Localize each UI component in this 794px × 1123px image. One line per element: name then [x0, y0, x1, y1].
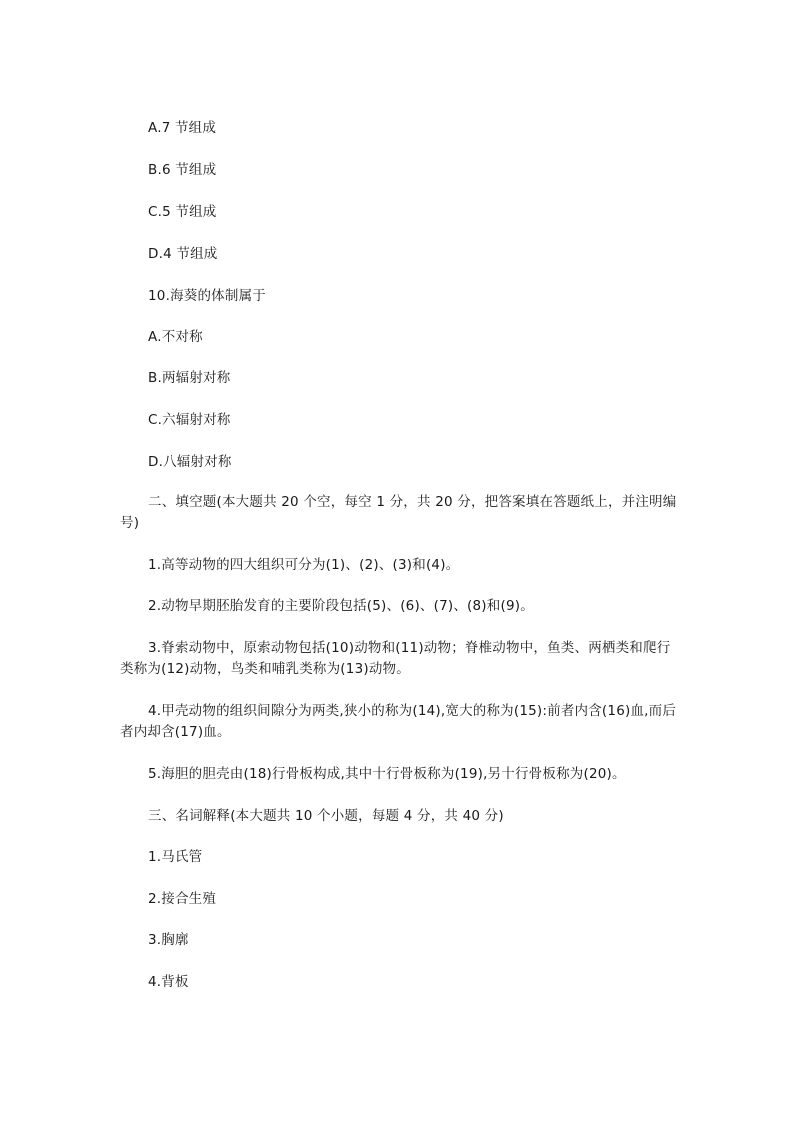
q10-option-b: B.两辐射对称: [148, 370, 231, 386]
q10-stem: 10.海葵的体制属于: [148, 288, 266, 304]
q10-option-a: A.不对称: [148, 329, 203, 345]
section3-item-1: 1.马氏管: [148, 849, 203, 865]
q9-option-c: C.5 节组成: [148, 204, 217, 220]
q10-option-d: D.八辐射对称: [148, 454, 232, 470]
q9-option-b: B.6 节组成: [148, 162, 217, 178]
section2-item-2: 2.动物早期胚胎发育的主要阶段包括(5)、(6)、(7)、(8)和(9)。: [148, 598, 534, 614]
section2-item-3: 3.脊索动物中，原索动物包括(10)动物和(11)动物；脊椎动物中，鱼类、两栖类和爬行类称为(12)动物，鸟类和哺乳类称为(13)动物。: [120, 640, 671, 677]
q9-option-d: D.4 节组成: [148, 246, 218, 262]
section3-item-3: 3.胸廓: [148, 932, 189, 948]
q9-option-a: A.7 节组成: [148, 120, 217, 136]
section2-item-4: 4.甲壳动物的组织间隙分为两类,狭小的称为(14),宽大的称为(15):前者内含(16)血,而后者内却含(17)血。: [120, 703, 677, 740]
section3-heading: 三、名词解释(本大题共 10 个小题，每题 4 分，共 40 分): [148, 808, 504, 824]
section2-heading: 二、填空题(本大题共 20 个空，每空 1 分，共 20 分，把答案填在答题纸上，并注明编号): [120, 494, 677, 531]
section2-item-1: 1.高等动物的四大组织可分为(1)、(2)、(3)和(4)。: [148, 557, 460, 573]
section3-item-4: 4.背板: [148, 974, 189, 990]
section3-item-2: 2.接合生殖: [148, 891, 217, 907]
q10-option-c: C.六辐射对称: [148, 412, 231, 428]
section2-item-5: 5.海胆的胆壳由(18)行骨板构成,其中十行骨板称为(19),另十行骨板称为(20)。: [148, 766, 626, 782]
